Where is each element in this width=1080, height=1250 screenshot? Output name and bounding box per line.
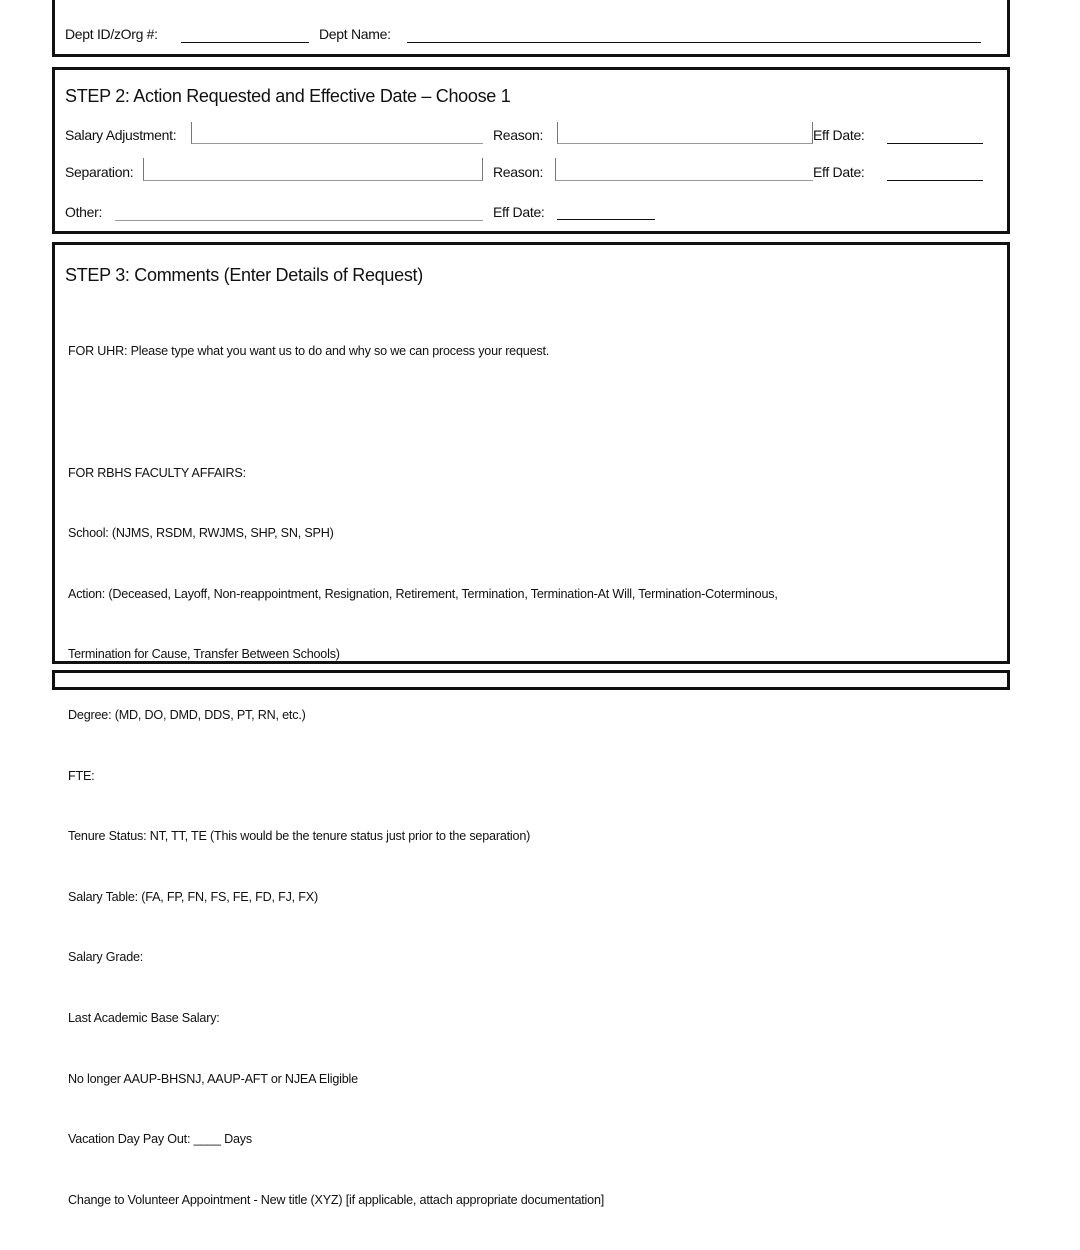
dept-id-field[interactable]	[181, 42, 309, 43]
step2-title: STEP 2: Action Requested and Effective Date – Choose 1	[65, 86, 511, 106]
comment-line-fte: FTE:	[68, 768, 95, 783]
other-eff-date-label: Eff Date:	[493, 204, 545, 220]
salary-adjustment-label: Salary Adjustment:	[65, 127, 177, 143]
comment-line-school: School: (NJMS, RSDM, RWJMS, SHP, SN, SPH)	[68, 526, 334, 541]
dept-name-field[interactable]	[407, 42, 981, 43]
salary-adjustment-field[interactable]	[191, 122, 483, 144]
separation-eff-date-field[interactable]	[887, 180, 983, 181]
step1-section	[52, 0, 1010, 57]
comment-line-vacation: Vacation Day Pay Out: ____ Days	[68, 1132, 252, 1147]
salary-reason-label: Reason:	[493, 127, 544, 143]
comment-line-salary-grade: Salary Grade:	[68, 950, 144, 965]
salary-reason-field[interactable]	[557, 122, 813, 144]
other-label: Other:	[65, 204, 103, 220]
step2-section	[52, 67, 1010, 234]
comment-line-degree: Degree: (MD, DO, DMD, DDS, PT, RN, etc.)	[68, 707, 306, 722]
comment-line-faculty-affairs: FOR RBHS FACULTY AFFAIRS:	[68, 465, 246, 480]
step4-section-partial	[52, 670, 1010, 690]
comment-line-action: Action: (Deceased, Layoff, Non-reappointment, Resignation, Retirement, Termination, Termination-At Will, Termination-Coterminous,	[68, 586, 778, 601]
dept-name-label: Dept Name:	[319, 26, 391, 42]
comment-line-blank	[68, 402, 778, 422]
separation-reason-label: Reason:	[493, 164, 544, 180]
separation-field[interactable]	[143, 158, 483, 181]
other-eff-date-field[interactable]	[557, 219, 655, 220]
salary-eff-date-label: Eff Date:	[813, 127, 865, 143]
comment-line-volunteer: Change to Volunteer Appointment - New title (XYZ) [if applicable, attach appropriate documentation]	[68, 1192, 605, 1207]
comment-line-action-cont: Termination for Cause, Transfer Between Schools)	[68, 647, 340, 662]
dept-id-label: Dept ID/zOrg #:	[65, 26, 158, 42]
comment-line-base-salary: Last Academic Base Salary:	[68, 1010, 220, 1025]
comment-line-eligibility: No longer AAUP-BHSNJ, AAUP-AFT or NJEA Eligible	[68, 1071, 358, 1086]
comment-line-salary-table: Salary Table: (FA, FP, FN, FS, FE, FD, FJ, FX)	[68, 889, 318, 904]
step3-title: STEP 3: Comments (Enter Details of Request)	[65, 265, 423, 285]
salary-eff-date-field[interactable]	[887, 143, 983, 144]
separation-eff-date-label: Eff Date:	[813, 164, 865, 180]
comment-line-uhr: FOR UHR: Please type what you want us to do and why so we can process your request.	[68, 344, 550, 359]
step3-section	[52, 242, 1010, 1207]
comment-line-tenure: Tenure Status: NT, TT, TE (This would be the tenure status just prior to the separation)	[68, 829, 531, 844]
separation-label: Separation:	[65, 164, 134, 180]
separation-reason-field[interactable]	[555, 158, 813, 181]
comments-text-area[interactable]	[68, 301, 778, 1250]
other-field[interactable]	[115, 220, 483, 221]
